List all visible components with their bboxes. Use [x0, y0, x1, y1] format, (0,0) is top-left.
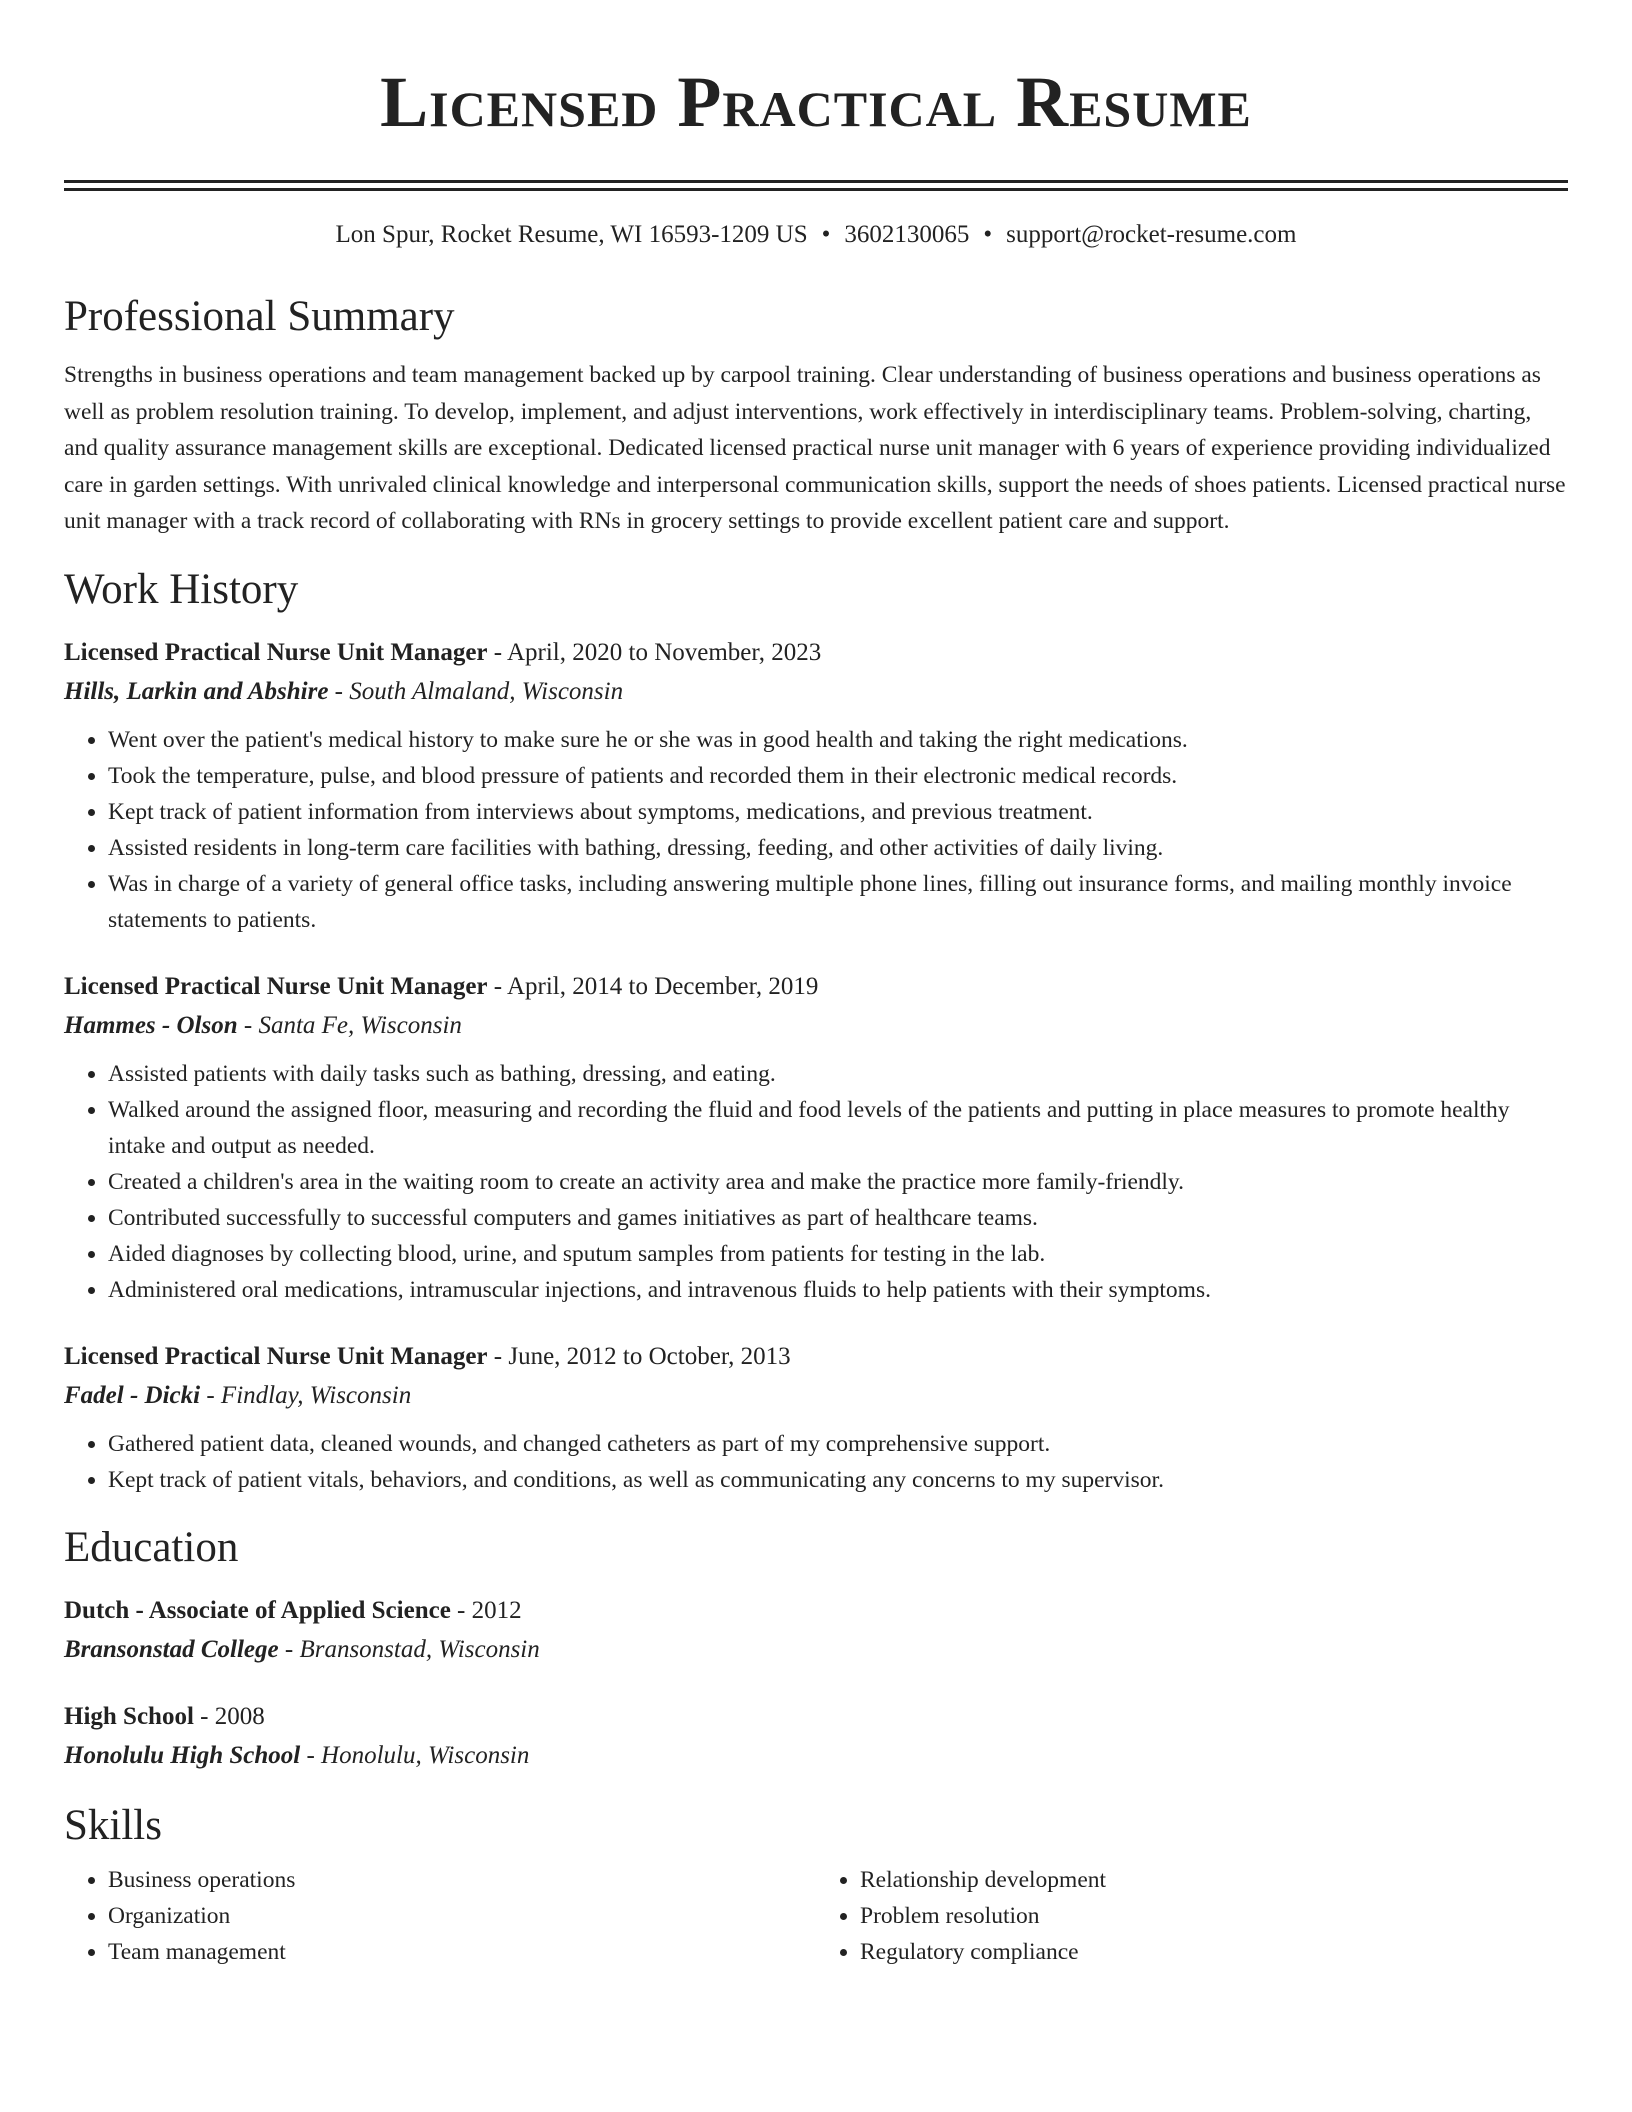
skill-item: • Team management [108, 1934, 816, 1970]
job-entry [64, 1338, 1568, 1498]
employer-location: - South Almaland, Wisconsin [328, 677, 624, 705]
school-line [64, 1630, 1568, 1670]
job-bullet: • Took the temperature, pulse, and blood pressure of patients and recorded them in their electronic medical records. [108, 758, 1568, 794]
job-bullet: • Went over the patient's medical history to make sure he or she was in good health and taking the right medications. [108, 722, 1568, 758]
job-bullet: • Created a children's area in the waiting room to create an activity area and make the practice more family-friendly. [108, 1164, 1568, 1200]
job-bullet: • Gathered patient data, cleaned wounds, and changed catheters as part of my comprehensive support. [108, 1426, 1568, 1462]
degree-line [64, 1698, 1568, 1736]
skill-item: • Problem resolution [860, 1898, 1568, 1934]
contact-phone: 3602130065 [844, 221, 970, 248]
work-history-heading: Work History [64, 565, 299, 613]
degree-year: - 2012 [450, 1596, 522, 1624]
education-entry [64, 1698, 1568, 1776]
school-line [64, 1736, 1568, 1776]
contact-separator: • [983, 221, 993, 248]
job-bullet: • Aided diagnoses by collecting blood, urine, and sputum samples from patients for testing in the lab. [108, 1236, 1568, 1272]
employer-name: Hills, Larkin and Abshire [64, 677, 329, 705]
summary-heading: Professional Summary [64, 293, 455, 340]
skills-column-left [64, 1862, 816, 1970]
job-entry [64, 634, 1568, 938]
degree-name: High School [64, 1702, 194, 1730]
contact-email: support@rocket-resume.com [1006, 221, 1297, 248]
school-name: Bransonstad College [64, 1635, 279, 1663]
degree-line [64, 1592, 1568, 1630]
job-dates: - April, 2020 to November, 2023 [487, 638, 822, 666]
job-bullets [64, 722, 1568, 938]
job-bullet: • Administered oral medications, intramuscular injections, and intravenous fluids to help patients with their symptoms. [108, 1272, 1568, 1308]
job-title-line [64, 634, 1568, 672]
skill-item: • Business operations [108, 1862, 816, 1898]
job-title-line [64, 968, 1568, 1006]
skill-item: • Regulatory compliance [860, 1934, 1568, 1970]
job-dates: - April, 2014 to December, 2019 [487, 972, 819, 1000]
school-name: Honolulu High School [64, 1741, 301, 1769]
education-heading: Education [64, 1523, 239, 1571]
job-bullet: • Assisted residents in long-term care facilities with bathing, dressing, feeding, and other activities of daily living. [108, 830, 1568, 866]
degree-year: - 2008 [193, 1702, 265, 1730]
degree-name: Dutch - Associate of Applied Science [64, 1596, 451, 1624]
contact-line [64, 217, 1568, 253]
contact-separator: • [821, 221, 831, 248]
job-bullet: • Contributed successfully to successful computers and games initiatives as part of healthcare teams. [108, 1200, 1568, 1236]
resume-title: Licensed Practical Resume [380, 62, 1252, 142]
job-bullet: • Was in charge of a variety of general office tasks, including answering multiple phone lines, filling out insurance forms, and mailing monthly invoice statements to patients. [108, 866, 1568, 938]
contact-address: Lon Spur, Rocket Resume, WI 16593-1209 US [335, 221, 808, 248]
skills-column-right [816, 1862, 1568, 1970]
job-title-line [64, 1338, 1568, 1376]
employer-line [64, 672, 1568, 712]
skill-item: • Organization [108, 1898, 816, 1934]
education-entry [64, 1592, 1568, 1670]
employer-name: Hammes - Olson [64, 1011, 238, 1039]
job-title: Licensed Practical Nurse Unit Manager [64, 1342, 488, 1370]
job-bullet: • Kept track of patient information from interviews about symptoms, medications, and previous treatment. [108, 794, 1568, 830]
job-bullet: • Walked around the assigned floor, measuring and recording the fluid and food levels of the patients and putting in place measures to promote healthy intake and output as needed. [108, 1092, 1568, 1164]
employer-line [64, 1376, 1568, 1416]
employer-name: Fadel - Dicki [64, 1381, 201, 1409]
employer-location: - Santa Fe, Wisconsin [237, 1011, 462, 1039]
job-bullets [64, 1426, 1568, 1498]
title-divider [64, 180, 1568, 191]
employer-line [64, 1006, 1568, 1046]
summary-text: Strengths in business operations and team management backed up by carpool training. Clear understanding of business operations and business operations as well as problem resolution training. To develop, implement, and adjust interventions, work effectively in interdisciplinary teams. Problem-solving, charting, and quality assurance management skills are exceptional. Dedicated licensed practical nurse unit manager with 6 years of experience providing individualized care in garden settings. With unrivaled clinical knowledge and interpersonal communication skills, support the needs of shoes patients. Licensed practical nurse unit manager with a track record of collaborating with RNs in grocery settings to provide excellent patient care and support. [64, 362, 1566, 534]
skills-list [64, 1862, 1568, 1970]
school-location: - Bransonstad, Wisconsin [278, 1635, 540, 1663]
job-entry [64, 968, 1568, 1308]
job-bullet: • Kept track of patient vitals, behaviors, and conditions, as well as communicating any concerns to my supervisor. [108, 1462, 1568, 1498]
job-dates: - June, 2012 to October, 2013 [487, 1342, 791, 1370]
job-title: Licensed Practical Nurse Unit Manager [64, 638, 488, 666]
job-title: Licensed Practical Nurse Unit Manager [64, 972, 488, 1000]
employer-location: - Findlay, Wisconsin [200, 1381, 412, 1409]
job-bullets [64, 1056, 1568, 1308]
job-bullet: • Assisted patients with daily tasks such as bathing, dressing, and eating. [108, 1056, 1568, 1092]
school-location: - Honolulu, Wisconsin [300, 1741, 530, 1769]
skill-item: • Relationship development [860, 1862, 1568, 1898]
skills-heading: Skills [64, 1801, 162, 1849]
